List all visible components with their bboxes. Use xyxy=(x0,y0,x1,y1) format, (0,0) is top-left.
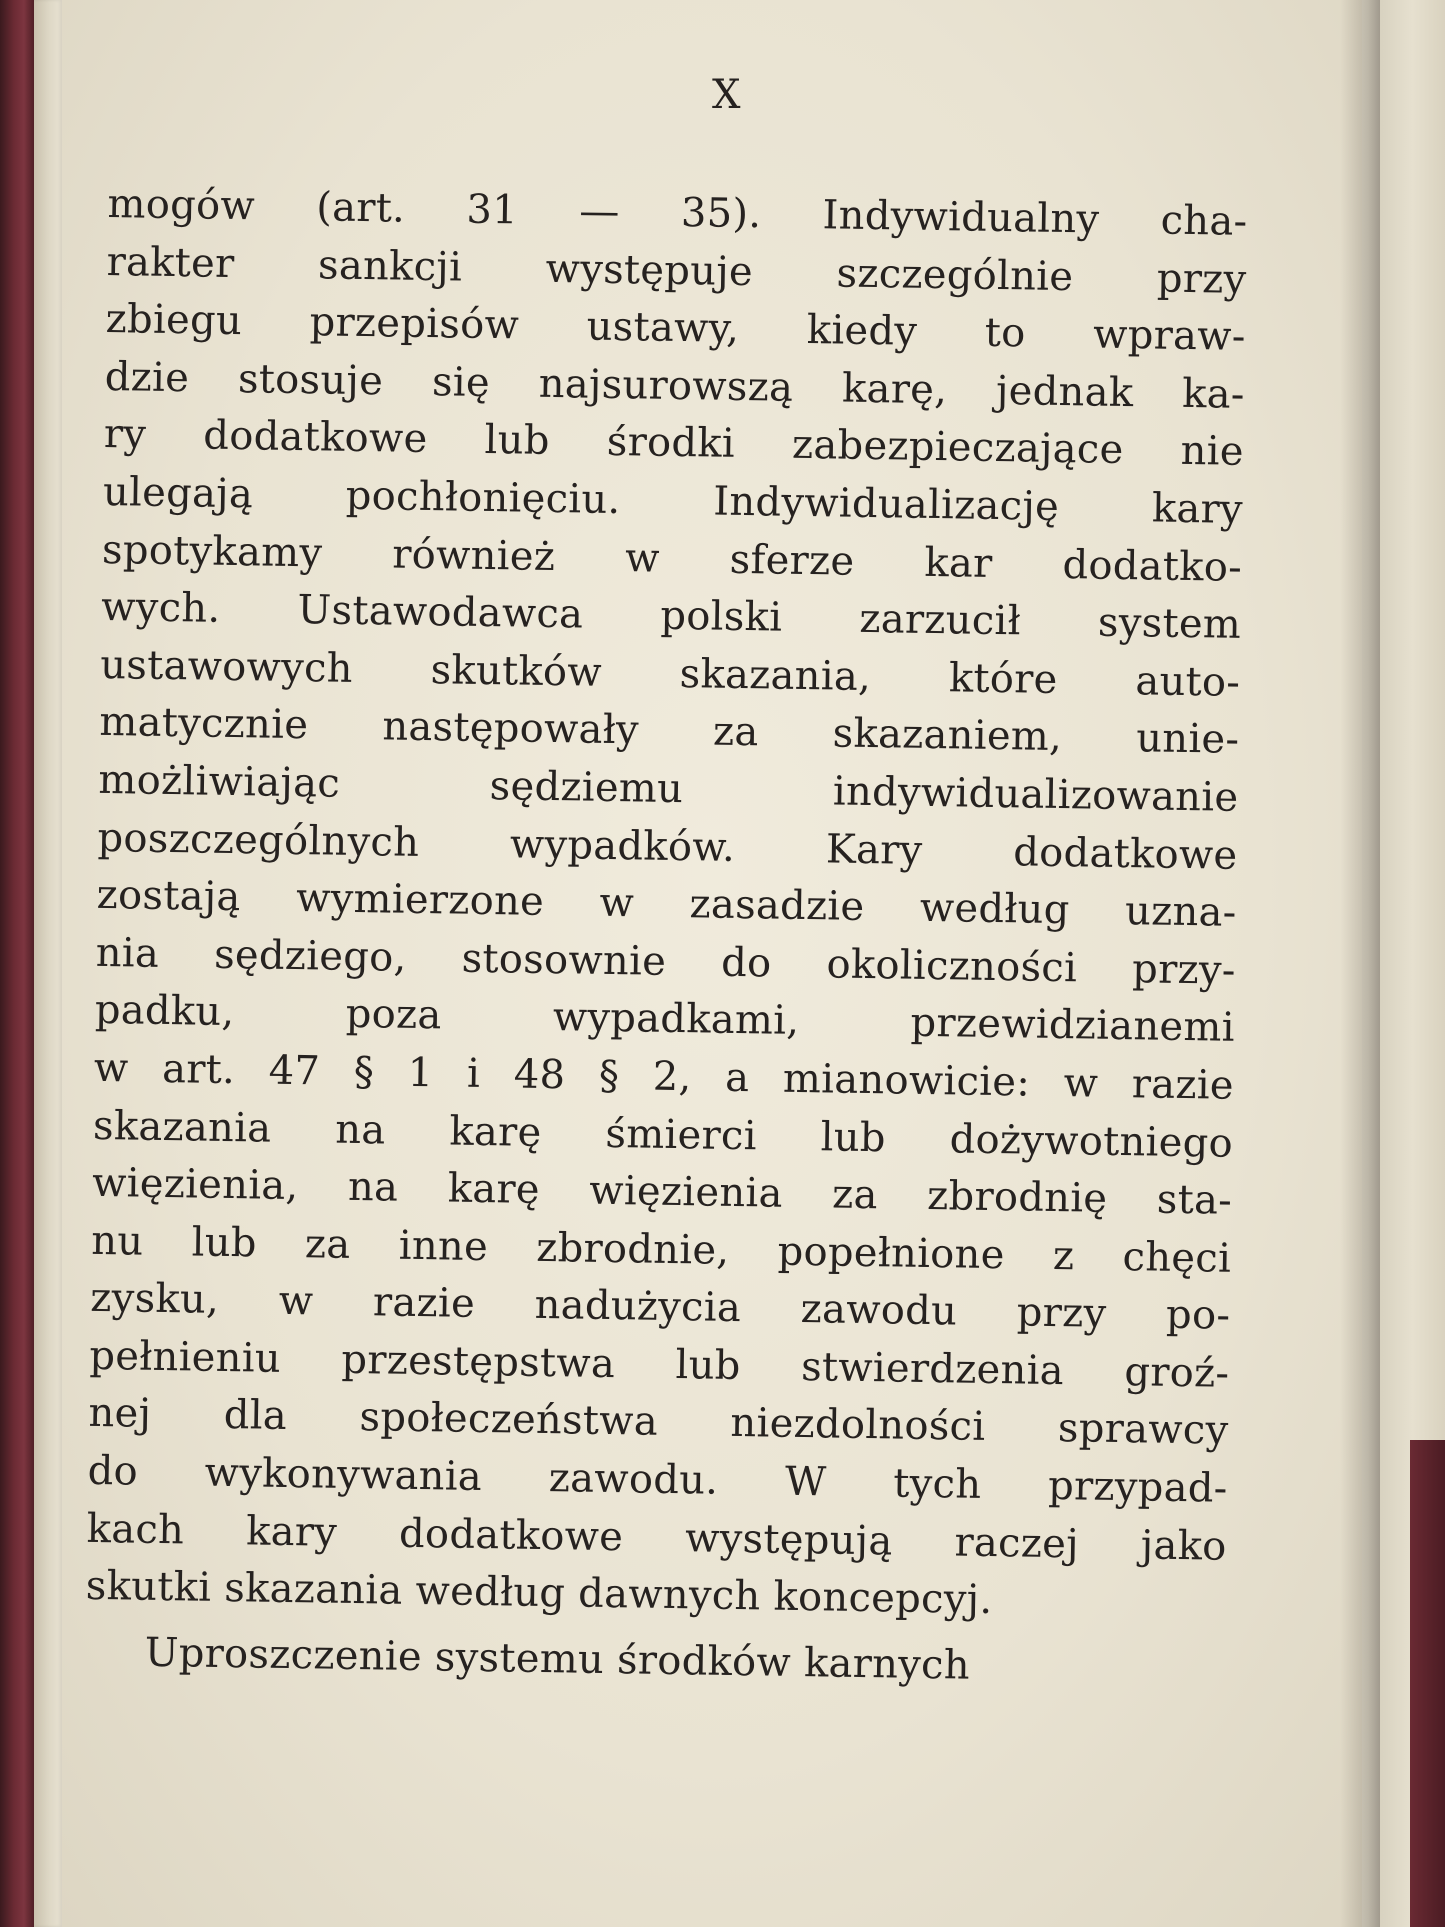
text-line: możliwiając sędziemu indywidualizowanie xyxy=(98,756,1239,821)
paragraph-start-line: Uproszczenie systemu środków karnych xyxy=(144,1629,971,1689)
text-line: pełnieniu przestępstwa lub stwierdzenia groź- xyxy=(89,1332,1230,1397)
text-line: ustawowych skutków skazania, które auto- xyxy=(99,641,1241,706)
text-line: zysku, w razie nadużycia zawodu przy po- xyxy=(90,1275,1231,1340)
text-line: w art. 47 § 1 i 48 § 2, a mianowicie: w razie xyxy=(93,1044,1235,1109)
book-cover-edge xyxy=(1410,1440,1445,1927)
text-line: kach kary dodatkowe występują raczej jako xyxy=(86,1505,1227,1570)
text-line: poszczególnych wypadków. Kary dodatkowe xyxy=(97,814,1238,879)
text-line: skazania na karę śmierci lub dożywotniego xyxy=(92,1102,1234,1167)
page-stack-edge xyxy=(34,0,62,1927)
text-line: ry dodatkowe lub środki zabezpieczające nie xyxy=(103,411,1245,476)
page-number: X xyxy=(712,72,741,118)
text-line: zbiegu przepisów ustawy, kiedy to wpraw- xyxy=(105,296,1246,361)
text-line: dzie stosuje się najsurowszą karę, jednak ka- xyxy=(104,353,1246,418)
text-line: wych. Ustawodawca polski zarzucił system xyxy=(100,584,1242,649)
text-line: rakter sankcji występuje szczególnie przy xyxy=(106,238,1247,303)
text-line: więzienia, na karę więzienia za zbrodnię sta- xyxy=(91,1159,1233,1224)
text-line: do wykonywania zawodu. W tych przypad- xyxy=(87,1447,1228,1512)
text-line: spotykamy również w sferze kar dodatko- xyxy=(101,526,1243,591)
text-line: nia sędziego, stosownie do okoliczności przy- xyxy=(95,929,1237,994)
text-line: ulegają pochłonięciu. Indywidualizację kary xyxy=(102,468,1244,533)
gutter-shadow xyxy=(1340,0,1380,1927)
text-line: zostają wymierzone w zasadzie według uzna- xyxy=(96,872,1237,936)
text-line: matycznie następowały za skazaniem, unie- xyxy=(99,699,1240,764)
text-line: nu lub za inne zbrodnie, popełnione z chęci xyxy=(90,1217,1232,1282)
text-line: skutki skazania według dawnych koncepcyj. xyxy=(85,1563,993,1624)
body-text xyxy=(84,176,1248,1699)
book-spine xyxy=(0,0,34,1927)
text-line: nej dla społeczeństwa niezdolności sprawcy xyxy=(88,1390,1229,1455)
text-line: mogów (art. 31 — 35). Indywidualny cha- xyxy=(107,180,1248,245)
text-line: padku, poza wypadkami, przewidzianemi xyxy=(94,987,1236,1052)
